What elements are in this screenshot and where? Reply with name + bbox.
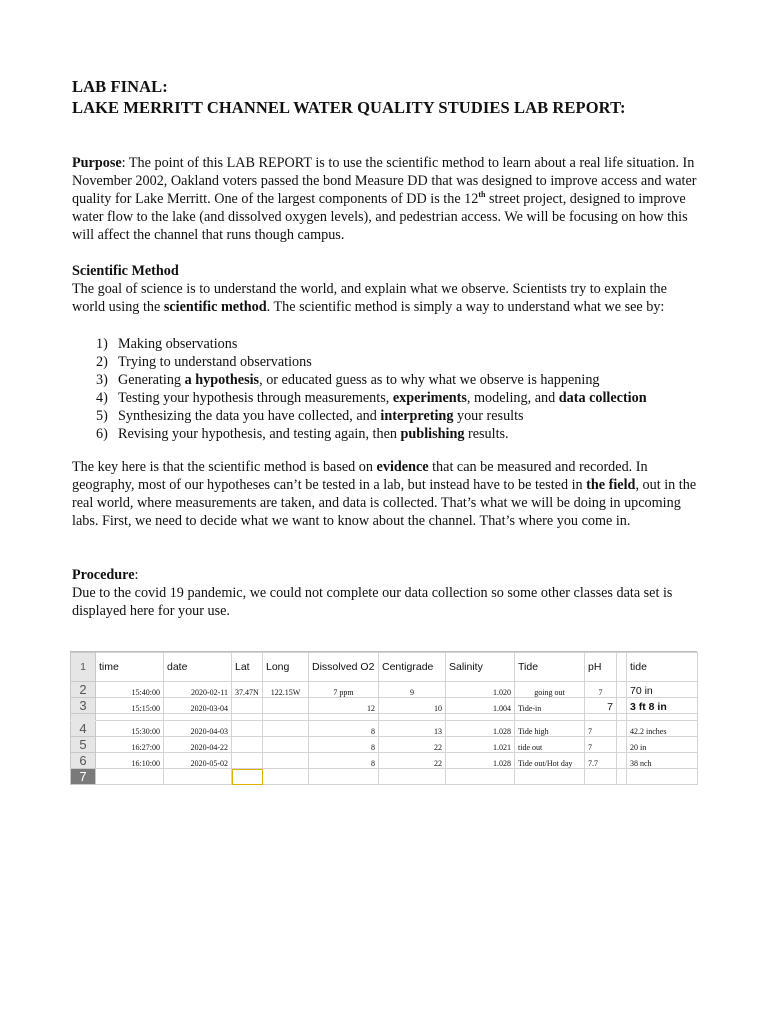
step-bold: a hypothesis	[184, 372, 260, 388]
step-text: your results	[453, 408, 524, 424]
table-row	[71, 769, 698, 785]
table-cell: 15:40:00	[96, 682, 164, 698]
table-cell: 10	[379, 698, 446, 714]
table-cell: 7	[585, 737, 617, 753]
step-number: 1)	[96, 336, 108, 352]
table-cell	[263, 737, 309, 753]
purpose-text-a: : The point of this LAB REPORT is to use the scientific method to learn about a real life situation. In November 2002, Oakland voters passed the bond Measure DD that was designed to improve access and water quality for Lake Merritt. One of the largest components of DD is the 12	[72, 155, 697, 207]
table-cell	[446, 769, 515, 785]
table-cell	[617, 753, 627, 769]
step-text: Trying to understand observations	[118, 354, 312, 370]
table-row	[71, 682, 698, 698]
table-cell	[617, 721, 627, 737]
table-cell: 22	[379, 737, 446, 753]
table-cell: Tide-in	[515, 698, 585, 714]
step-bold: interpreting	[380, 408, 454, 424]
title-line-1: LAB FINAL:	[72, 77, 168, 96]
table-cell: 22	[379, 753, 446, 769]
table-cell	[263, 753, 309, 769]
step-text: , or educated guess as to why what we observe is happening	[259, 372, 600, 388]
table-cell	[96, 769, 164, 785]
key-text-d: , out in the real world, where measurements are taken, and data is collected. That’s what we will be doing in upcoming labs. First, we need to decide what we want to know about the channel. That’s where you come in.	[72, 477, 697, 529]
table-cell	[263, 769, 309, 785]
row-number: 5	[71, 737, 96, 753]
table-cell: going out	[515, 682, 585, 698]
table-cell: 1.028	[446, 753, 515, 769]
step-bold: experiments	[392, 390, 467, 406]
table-cell	[232, 753, 263, 769]
data-spreadsheet-image	[70, 652, 697, 784]
list-item	[96, 371, 716, 389]
table-cell: 16:10:00	[96, 753, 164, 769]
table-cell: 13	[379, 721, 446, 737]
table-cell: 1.020	[446, 682, 515, 698]
list-item	[96, 353, 716, 371]
selected-cell	[232, 769, 263, 785]
table-cell	[379, 769, 446, 785]
document-title	[72, 76, 626, 118]
column-header: date	[164, 653, 232, 682]
table-cell: Tide high	[515, 721, 585, 737]
table-cell	[617, 682, 627, 698]
table-cell: tide out	[515, 737, 585, 753]
table-row	[71, 753, 698, 769]
table-cell: 7.7	[585, 753, 617, 769]
key-text-c: that can be measured and recorded. In geography, most of our hypotheses can’t be tested in a lab, but instead have to be tested in	[72, 459, 648, 493]
table-row	[71, 721, 698, 737]
table-cell: 2020-02-11	[164, 682, 232, 698]
table-cell	[617, 769, 627, 785]
table-cell	[617, 698, 627, 714]
procedure-heading: Procedure	[72, 567, 135, 583]
row-number: 4	[71, 721, 96, 737]
step-number: 6)	[96, 426, 108, 442]
step-bold: publishing	[400, 426, 465, 442]
table-cell	[263, 698, 309, 714]
step-bold: data collection	[558, 390, 647, 406]
table-cell: 122.15W	[263, 682, 309, 698]
step-text: Revising your hypothesis, and testing again, then	[118, 426, 401, 442]
table-row	[71, 698, 698, 714]
column-header: Long	[263, 653, 309, 682]
scientific-method-text-a: The goal of science is to understand the world, and explain what we observe. Scientists try to explain the world using the	[72, 281, 667, 315]
table-cell: 7	[585, 721, 617, 737]
table-cell: 2020-04-22	[164, 737, 232, 753]
key-bold-evidence: evidence	[376, 459, 429, 475]
table-cell	[515, 769, 585, 785]
scientific-method-bold: scientific method	[163, 299, 267, 315]
table-cell: 7	[585, 698, 617, 714]
row-number-selected: 7	[71, 769, 96, 785]
table-cell: 70 in	[627, 682, 698, 698]
row-number: 2	[71, 682, 96, 698]
column-header: Lat	[232, 653, 263, 682]
data-table	[70, 652, 698, 785]
procedure-colon: :	[134, 567, 139, 583]
row-number-gap	[71, 714, 96, 721]
table-header-row	[71, 653, 698, 682]
step-text: Generating	[118, 372, 185, 388]
step-text: Testing your hypothesis through measurements,	[118, 390, 393, 406]
table-cell: 15:30:00	[96, 721, 164, 737]
scientific-method-text-b: . The scientific method is simply a way to understand what we see by:	[266, 299, 665, 315]
table-cell: 16:27:00	[96, 737, 164, 753]
table-cell	[309, 769, 379, 785]
list-item	[96, 389, 716, 407]
table-row-gap	[71, 714, 698, 721]
title-line-2: LAKE MERRITT CHANNEL WATER QUALITY STUDIES LAB REPORT:	[72, 98, 626, 117]
purpose-paragraph	[72, 154, 702, 244]
purpose-superscript: th	[478, 190, 486, 199]
key-bold-field: the field	[586, 477, 636, 493]
table-cell	[164, 769, 232, 785]
table-cell: Tide out/Hot day	[515, 753, 585, 769]
table-cell: 42.2 inches	[627, 721, 698, 737]
table-cell: 2020-04-03	[164, 721, 232, 737]
table-cell: 12	[309, 698, 379, 714]
table-cell	[263, 721, 309, 737]
column-header: Salinity	[446, 653, 515, 682]
table-cell	[232, 698, 263, 714]
purpose-heading: Purpose	[72, 155, 122, 171]
column-header: pH	[585, 653, 617, 682]
step-text: Making observations	[118, 336, 238, 352]
purpose-text-b: street project, designed to improve water flow to the lake (and dissolved oxygen levels), and pedestrian access. We will be focusing on how this will affect the channel that runs though campus.	[72, 191, 688, 243]
table-cell: 8	[309, 721, 379, 737]
column-header: tide	[627, 653, 698, 682]
step-text: Synthesizing the data you have collected, and	[118, 408, 381, 424]
step-number: 2)	[96, 354, 108, 370]
column-header: Tide	[515, 653, 585, 682]
key-paragraph	[72, 458, 702, 530]
column-header	[617, 653, 627, 682]
list-item	[96, 425, 716, 443]
step-text: , modeling, and	[466, 390, 559, 406]
column-header: time	[96, 653, 164, 682]
table-cell: 3 ft 8 in	[627, 698, 698, 714]
scientific-method-section	[72, 262, 702, 316]
table-cell: 38 nch	[627, 753, 698, 769]
row-number: 3	[71, 698, 96, 714]
table-cell	[232, 737, 263, 753]
table-cell	[585, 769, 617, 785]
step-number: 5)	[96, 408, 108, 424]
table-cell: 1.004	[446, 698, 515, 714]
row-number: 6	[71, 753, 96, 769]
table-cell	[627, 769, 698, 785]
column-header: Dissolved O2	[309, 653, 379, 682]
list-item	[96, 407, 716, 425]
table-cell: 9	[379, 682, 446, 698]
table-cell: 20 in	[627, 737, 698, 753]
table-cell: 1.021	[446, 737, 515, 753]
table-cell: 15:15:00	[96, 698, 164, 714]
table-cell: 37.47N	[232, 682, 263, 698]
procedure-section	[72, 566, 702, 620]
table-cell: 7	[585, 682, 617, 698]
table-row	[71, 737, 698, 753]
step-text: results.	[464, 426, 509, 442]
step-number: 4)	[96, 390, 108, 406]
scientific-method-heading: Scientific Method	[72, 263, 179, 279]
table-cell	[232, 721, 263, 737]
table-cell: 2020-03-04	[164, 698, 232, 714]
table-cell: 8	[309, 737, 379, 753]
list-item	[96, 335, 716, 353]
table-cell: 8	[309, 753, 379, 769]
table-cell: 1.028	[446, 721, 515, 737]
procedure-text: Due to the covid 19 pandemic, we could not complete our data collection so some other classes data set is displayed here for your use.	[72, 585, 673, 619]
table-cell: 7 ppm	[309, 682, 379, 698]
column-header: Centigrade	[379, 653, 446, 682]
step-number: 3)	[96, 372, 108, 388]
row-number: 1	[71, 653, 96, 682]
method-steps-list	[96, 335, 716, 443]
table-cell: 2020-05-02	[164, 753, 232, 769]
table-cell	[617, 737, 627, 753]
key-text-a: The key here is that the scientific method is based on	[72, 459, 377, 475]
